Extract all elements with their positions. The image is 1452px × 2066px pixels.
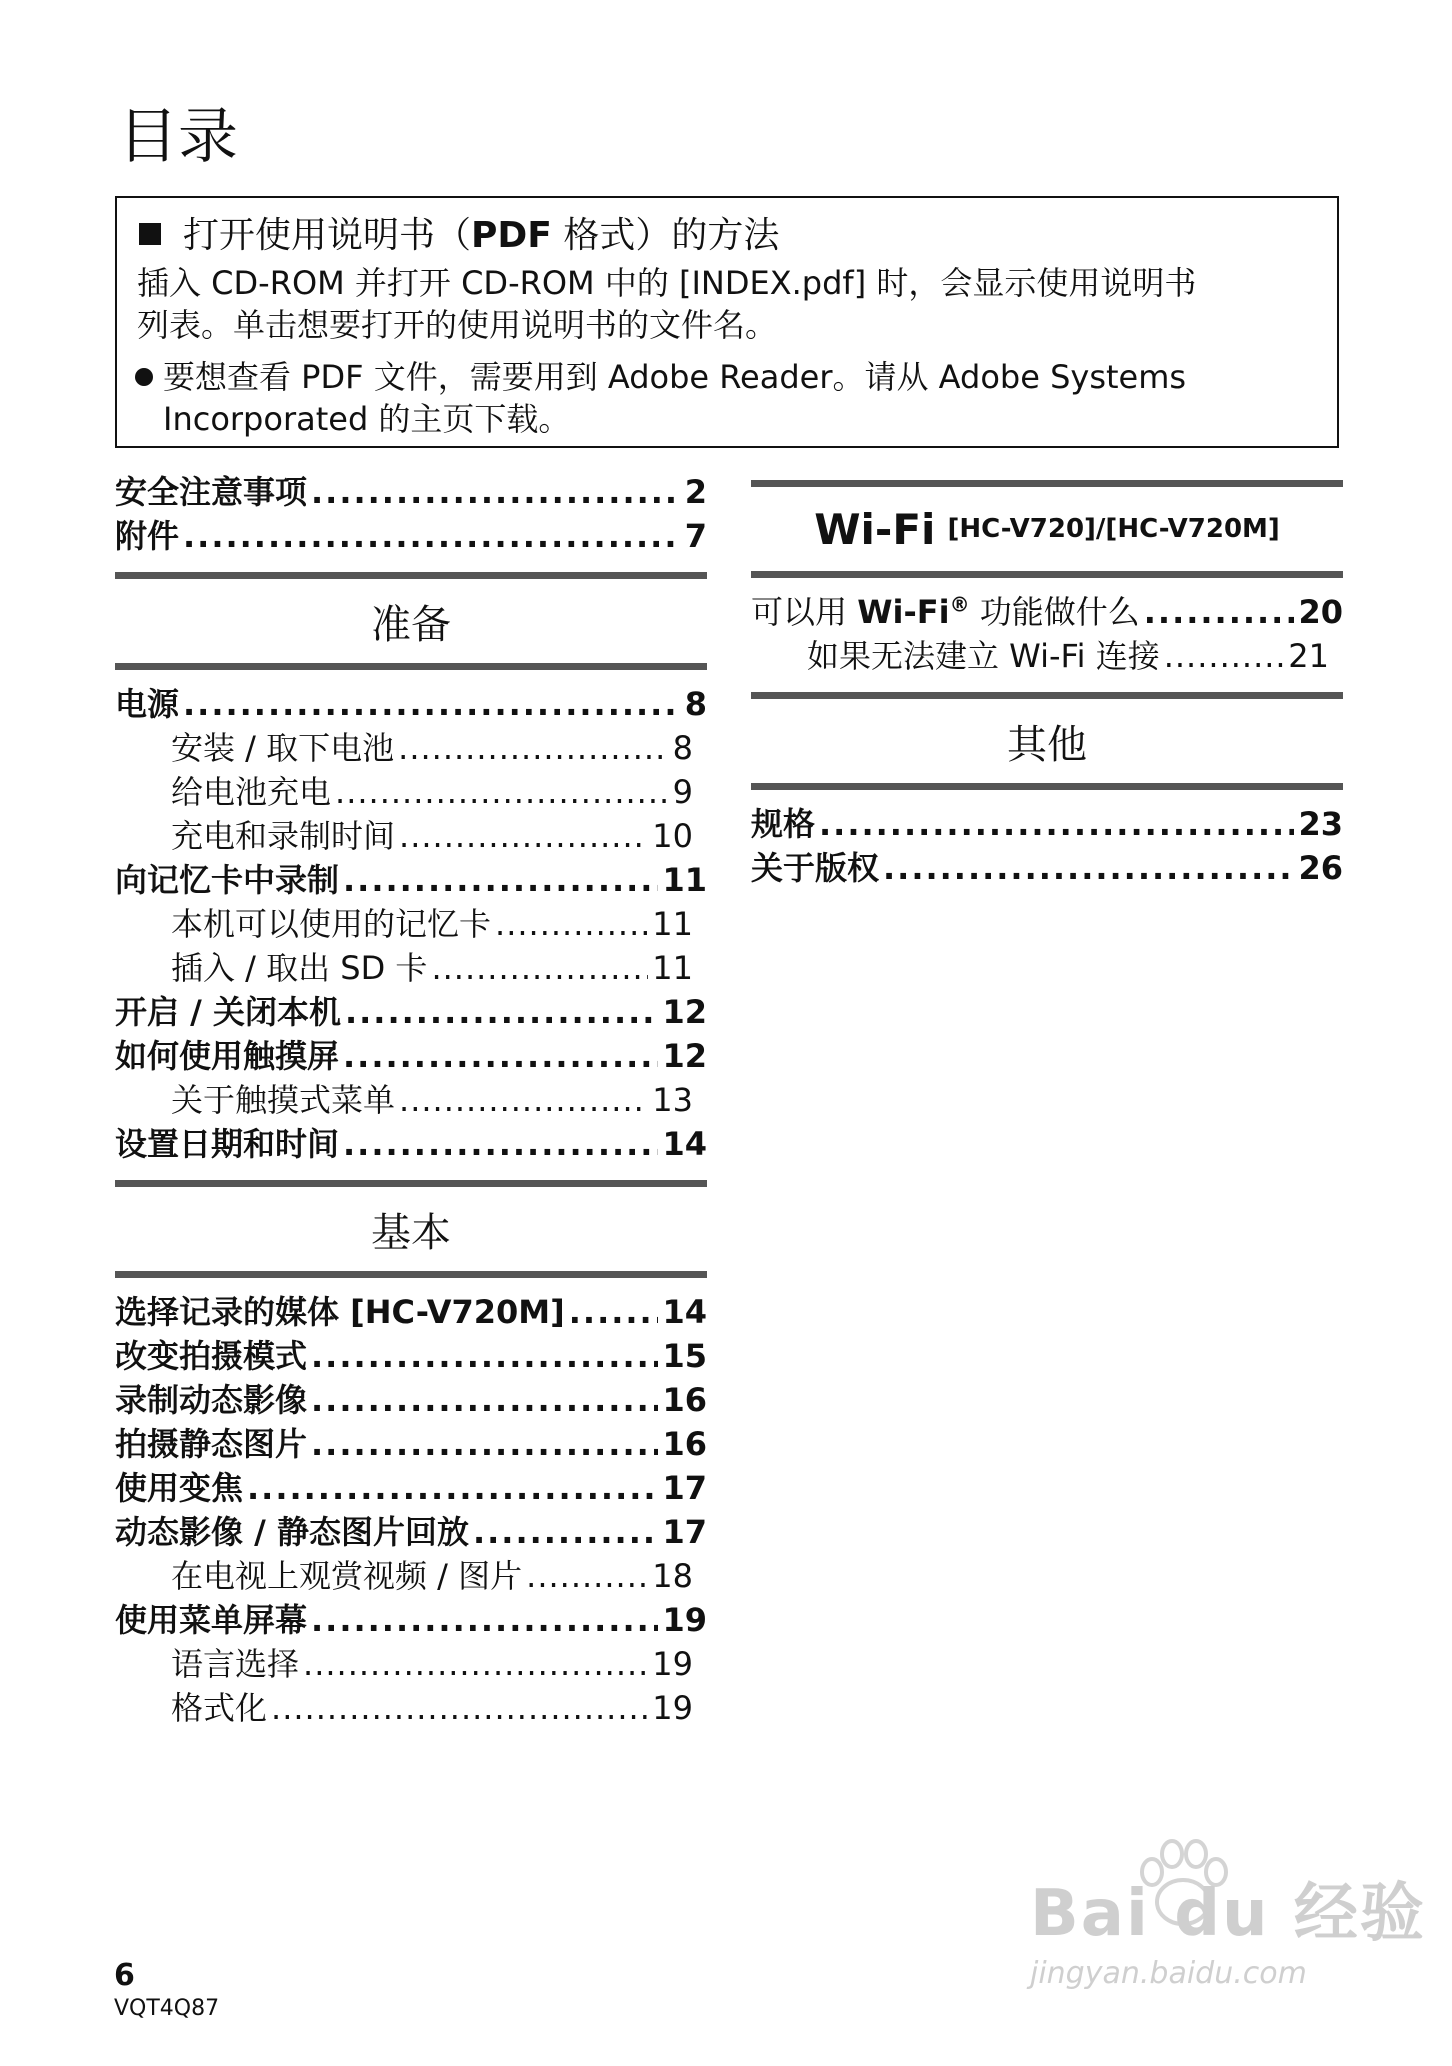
leader-dots <box>343 858 658 902</box>
toc-other-items <box>751 802 1343 890</box>
toc-entry-label: 使用变焦 <box>115 1469 244 1507</box>
toc-entry[interactable] <box>115 1034 707 1078</box>
leader-dots <box>311 1422 658 1466</box>
toc-entry-label: 关于触摸式菜单 <box>171 1081 396 1119</box>
leader-dots <box>183 682 681 726</box>
page-number: 6 <box>114 1958 135 1993</box>
toc-entry[interactable] <box>115 514 707 558</box>
toc-page-number: 11 <box>652 949 693 987</box>
toc-page-number: 19 <box>662 1601 707 1639</box>
toc-entry-label: 附件 <box>115 517 180 555</box>
toc-entry[interactable] <box>115 1686 707 1730</box>
toc-entry[interactable] <box>115 470 707 514</box>
toc-page-number: 10 <box>652 817 693 855</box>
section-heading-prep: 准备 <box>115 572 707 670</box>
leader-dots <box>271 1686 648 1730</box>
section-heading-other: 其他 <box>751 692 1343 790</box>
leader-dots <box>526 1554 648 1598</box>
toc-entry[interactable] <box>115 1642 707 1686</box>
toc-entry[interactable] <box>751 846 1343 890</box>
toc-entry-label: 电源 <box>115 685 180 723</box>
toc-entry[interactable] <box>115 1122 707 1166</box>
pdf-instructions-line-4: Incorporated 的主页下载。 <box>163 400 571 438</box>
toc-entry-label: 关于版权 <box>751 849 880 887</box>
toc-basic-items <box>115 1290 707 1730</box>
toc-page-number: 19 <box>652 1689 693 1727</box>
toc-entry[interactable] <box>115 1334 707 1378</box>
toc-page-number: 2 <box>684 473 707 511</box>
pdf-instructions-line-2: 列表。单击想要打开的使用说明书的文件名。 <box>137 306 778 344</box>
leader-dots <box>311 1334 658 1378</box>
pdf-instructions-box <box>115 196 1339 448</box>
toc-entry-label: 格式化 <box>171 1689 268 1727</box>
toc-entry-wifi-fail[interactable]: 如果无法建立 Wi-Fi 连接 ..... 21 <box>751 634 1343 678</box>
toc-entry-label: 充电和录制时间 <box>171 817 396 855</box>
leader-dots <box>183 514 681 558</box>
toc-entry[interactable] <box>115 858 707 902</box>
toc-entry-label: 改变拍摄模式 <box>115 1337 308 1375</box>
leader-dots <box>303 1642 648 1686</box>
leader-dots <box>398 726 669 770</box>
toc-page-number: 11 <box>652 905 693 943</box>
toc-entry[interactable] <box>115 902 707 946</box>
toc-entry-label: 向记忆卡中录制 <box>115 861 340 899</box>
toc-page-number: 21 <box>1288 637 1329 675</box>
toc-left-column <box>115 470 707 1730</box>
page-title: 目录 <box>118 102 238 172</box>
leader-dots <box>569 1290 659 1334</box>
leader-dots <box>311 470 681 514</box>
leader-dots <box>819 802 1294 846</box>
toc-entry[interactable] <box>115 1422 707 1466</box>
toc-entry[interactable] <box>115 1554 707 1598</box>
toc-entry[interactable] <box>115 946 707 990</box>
toc-entry-label: 选择记录的媒体 [HC-V720M] <box>115 1293 565 1331</box>
toc-prep-items <box>115 682 707 1166</box>
toc-entry-label: 安装 / 取下电池 <box>171 729 395 767</box>
toc-entry[interactable] <box>115 770 707 814</box>
leader-dots <box>399 1078 648 1122</box>
leader-dots <box>311 1378 658 1422</box>
section-heading-basic: 基本 <box>115 1180 707 1278</box>
toc-entry-label: 开启 / 关闭本机 <box>115 993 341 1031</box>
toc-entry-label: 在电视上观赏视频 / 图片 <box>171 1557 523 1595</box>
toc-page-number: 17 <box>662 1469 707 1507</box>
toc-page-number: 8 <box>684 685 707 723</box>
leader-dots <box>1144 590 1295 634</box>
pdf-instructions-line-3: 要想查看 PDF 文件，需要用到 Adobe Reader。请从 Adobe Systems <box>163 358 1187 396</box>
toc-entry[interactable] <box>115 1510 707 1554</box>
toc-right-column <box>751 480 1343 890</box>
toc-entry-label: 安全注意事项 <box>115 473 308 511</box>
toc-page-number: 20 <box>1298 593 1343 631</box>
toc-entry[interactable] <box>115 682 707 726</box>
toc-page-number: 14 <box>662 1293 707 1331</box>
toc-page-number: 14 <box>662 1125 707 1163</box>
pdf-instructions-line-1: 插入 CD-ROM 并打开 CD-ROM 中的 [INDEX.pdf] 时，会显示使用说明书 <box>137 264 1197 302</box>
leader-dots <box>431 946 648 990</box>
toc-entry[interactable] <box>751 802 1343 846</box>
toc-page-number: 15 <box>662 1337 707 1375</box>
toc-top-items <box>115 470 707 558</box>
leader-dots <box>1164 634 1285 678</box>
toc-entry-label: 设置日期和时间 <box>115 1125 340 1163</box>
toc-entry[interactable] <box>115 1290 707 1334</box>
watermark-url: jingyan.baidu.com <box>1030 1956 1307 1991</box>
toc-entry-label: 录制动态影像 <box>115 1381 308 1419</box>
toc-page-number: 9 <box>672 773 693 811</box>
toc-entry[interactable] <box>115 726 707 770</box>
leader-dots <box>473 1510 658 1554</box>
toc-page-number: 16 <box>662 1381 707 1419</box>
leader-dots <box>247 1466 658 1510</box>
toc-entry-label: 语言选择 <box>171 1645 300 1683</box>
pdf-instructions-title: 打开使用说明书（PDF 格式）的方法 <box>139 212 779 260</box>
toc-entry-label: 给电池充电 <box>171 773 332 811</box>
toc-page-number: 19 <box>652 1645 693 1683</box>
leader-dots <box>495 902 648 946</box>
toc-page-number: 12 <box>662 993 707 1031</box>
toc-entry[interactable] <box>115 814 707 858</box>
leader-dots <box>311 1598 658 1642</box>
toc-page-number: 12 <box>662 1037 707 1075</box>
toc-entry[interactable] <box>115 1466 707 1510</box>
leader-dots <box>883 846 1294 890</box>
toc-entry-label: 使用菜单屏幕 <box>115 1601 308 1639</box>
toc-page-number: 8 <box>672 729 693 767</box>
toc-entry-label: 插入 / 取出 SD 卡 <box>171 949 428 987</box>
toc-page-number: 17 <box>662 1513 707 1551</box>
toc-entry-label: 规格 <box>751 805 816 843</box>
leader-dots <box>335 770 669 814</box>
document-code: VQT4Q87 <box>114 1996 220 2021</box>
toc-entry-label: 拍摄静态图片 <box>115 1425 308 1463</box>
leader-dots <box>343 1122 658 1166</box>
toc-entry[interactable] <box>115 1378 707 1422</box>
watermark-brand: Bai du 经验 <box>1030 1877 1426 1951</box>
leader-dots <box>399 814 648 858</box>
toc-page-number: 16 <box>662 1425 707 1463</box>
toc-page-number: 7 <box>684 517 707 555</box>
toc-page-number: 26 <box>1298 849 1343 887</box>
bullet-dot-icon <box>135 368 153 386</box>
square-bullet-icon <box>139 223 161 245</box>
toc-page-number: 18 <box>652 1557 693 1595</box>
toc-page-number: 23 <box>1298 805 1343 843</box>
toc-entry[interactable] <box>115 1078 707 1122</box>
section-heading-wifi: Wi-Fi [HC-V720]/[HC-V720M] <box>751 480 1343 578</box>
toc-entry-label: 如何使用触摸屏 <box>115 1037 340 1075</box>
toc-entry-label: 动态影像 / 静态图片回放 <box>115 1513 469 1551</box>
toc-entry-label: 本机可以使用的记忆卡 <box>171 905 492 943</box>
toc-entry[interactable] <box>115 990 707 1034</box>
leader-dots <box>343 1034 658 1078</box>
toc-entry[interactable] <box>115 1598 707 1642</box>
toc-entry-wifi[interactable]: 可以用 Wi-Fi® 功能做什么 ..... 20 <box>751 590 1343 634</box>
toc-page-number: 11 <box>662 861 707 899</box>
leader-dots <box>345 990 658 1034</box>
toc-page-number: 13 <box>652 1081 693 1119</box>
